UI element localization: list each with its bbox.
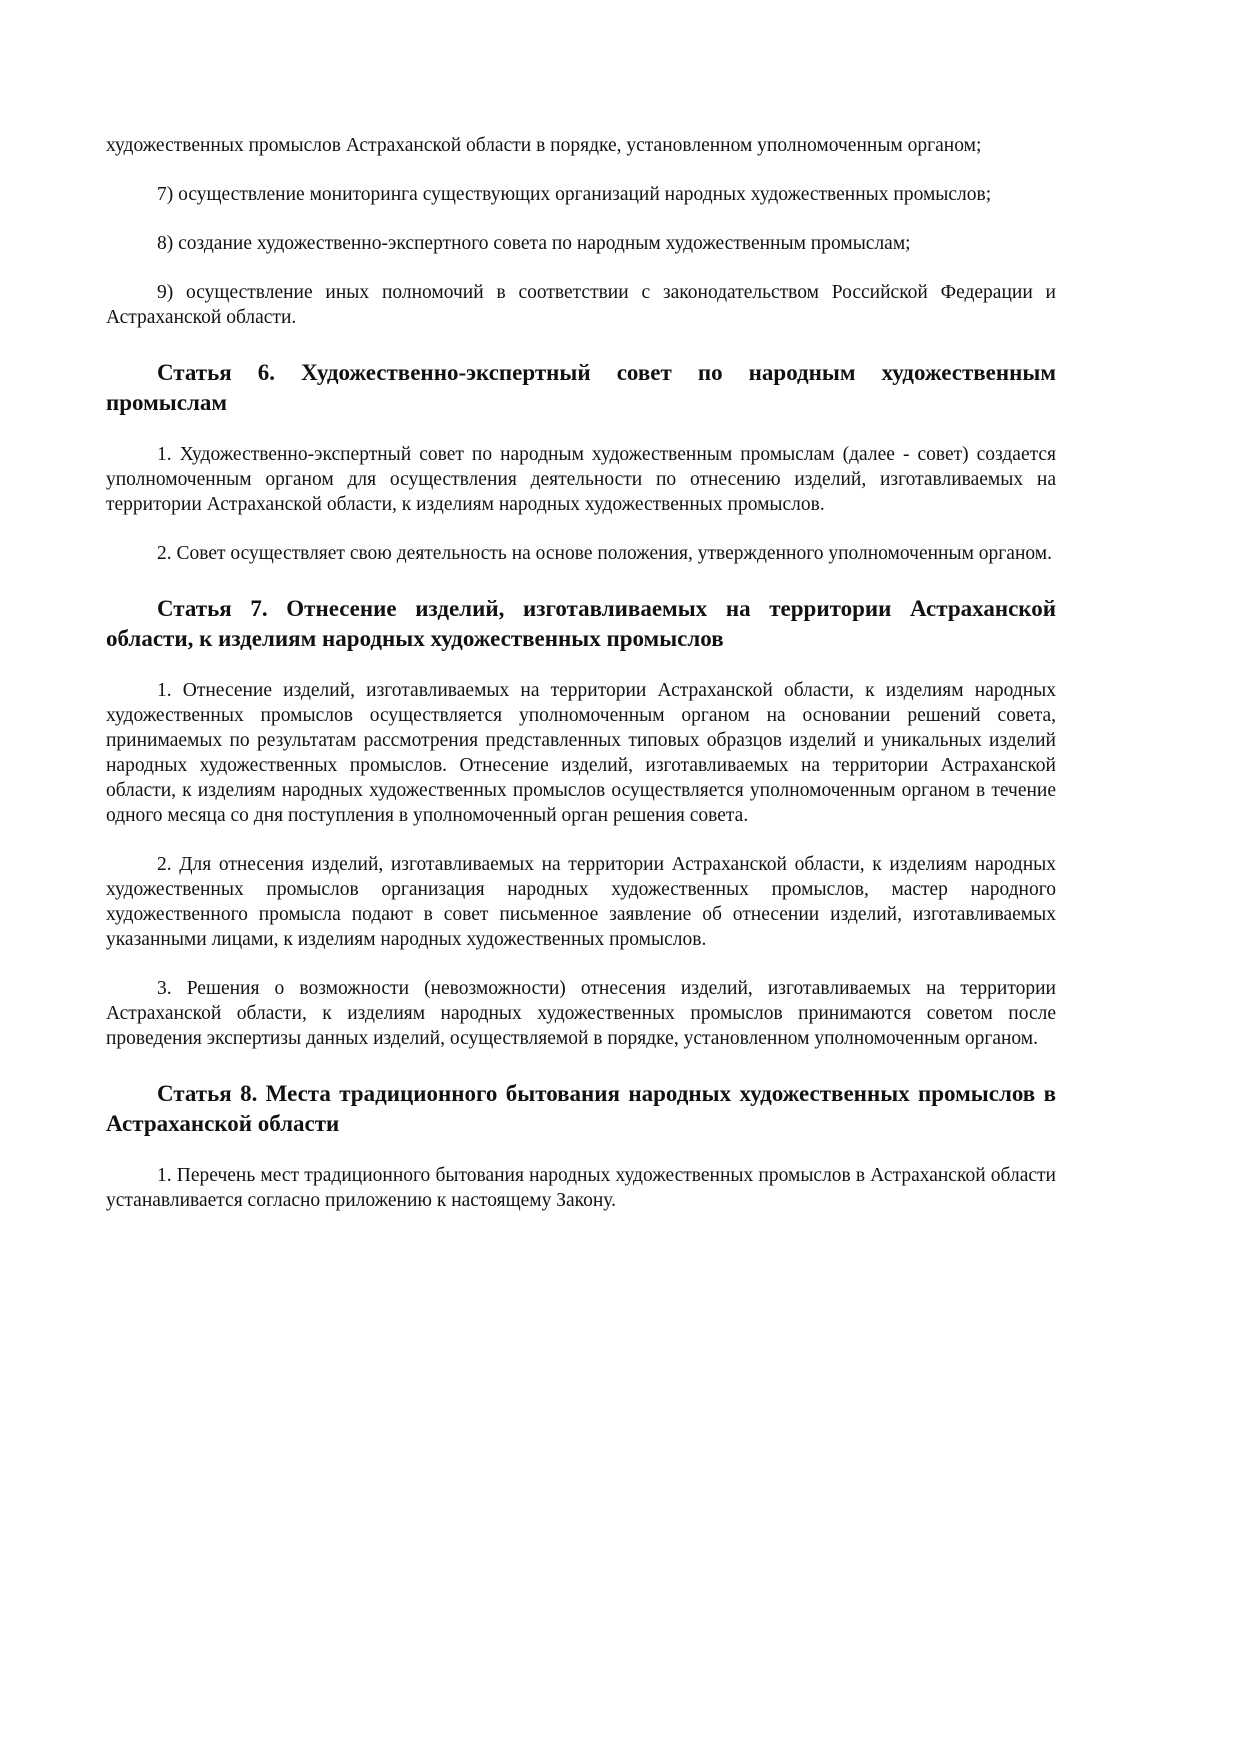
article-8-heading: Статья 8. Места традиционного бытования народных художественных промыслов в Астраханской области xyxy=(106,1081,1056,1136)
paragraph-item-7: 7) осуществление мониторинга существующих организаций народных художественных промыслов; xyxy=(157,184,992,205)
article-7-paragraph-1: 1. Отнесение изделий, изготавливаемых на территории Астраханской области, к изделиям народных художественных промыслов осуществляется уполномоченным органом на основании решений совета, принимаемых по результатам рассмотрения представленных типовых образцов изделий и уникальных изделий народных художественных промыслов. Отнесение изделий, изготавливаемых на территории Астраханской области, к изделиям народных художественных промыслов осуществляется уполномоченным органом в течение одного месяца со дня поступления в уполномоченный орган решения совета. xyxy=(106,680,1056,826)
article-8-paragraph-1: 1. Перечень мест традиционного бытования народных художественных промыслов в Астраханской области устанавливается согласно приложению к настоящему Закону. xyxy=(106,1165,1056,1211)
article-7-heading: Статья 7. Отнесение изделий, изготавливаемых на территории Астраханской области, к изделиям народных художественных промыслов xyxy=(106,596,1056,651)
paragraph-item-9: 9) осуществление иных полномочий в соответствии с законодательством Российской Федерации и Астраханской области. xyxy=(106,282,1056,328)
paragraph-item-8: 8) создание художественно-экспертного совета по народным художественным промыслам; xyxy=(157,233,911,254)
article-6-heading: Статья 6. Художественно-экспертный совет по народным художественным промыслам xyxy=(106,360,1056,415)
paragraph-continuation: художественных промыслов Астраханской области в порядке, установленном уполномоченным органом; xyxy=(106,135,982,156)
article-6-paragraph-1: 1. Художественно-экспертный совет по народным художественным промыслам (далее - совет) создается уполномоченным органом для осуществления деятельности по отнесению изделий, изготавливаемых на территории Астраханской области, к изделиям народных художественных промыслов. xyxy=(106,444,1056,515)
article-7-paragraph-3: 3. Решения о возможности (невозможности) отнесения изделий, изготавливаемых на территории Астраханской области, к изделиям народных художественных промыслов принимаются советом после проведения экспертизы данных изделий, осуществляемой в порядке, установленном уполномоченным органом. xyxy=(106,978,1056,1049)
article-7-paragraph-2: 2. Для отнесения изделий, изготавливаемых на территории Астраханской области, к изделиям народных художественных промыслов организация народных художественных промыслов, мастер народного художественного промысла подают в совет письменное заявление об отнесении изделий, изготавливаемых указанными лицами, к изделиям народных художественных промыслов. xyxy=(106,854,1056,950)
document-page xyxy=(106,133,1056,1237)
article-6-paragraph-2: 2. Совет осуществляет свою деятельность на основе положения, утвержденного уполномоченным органом. xyxy=(157,543,1052,564)
